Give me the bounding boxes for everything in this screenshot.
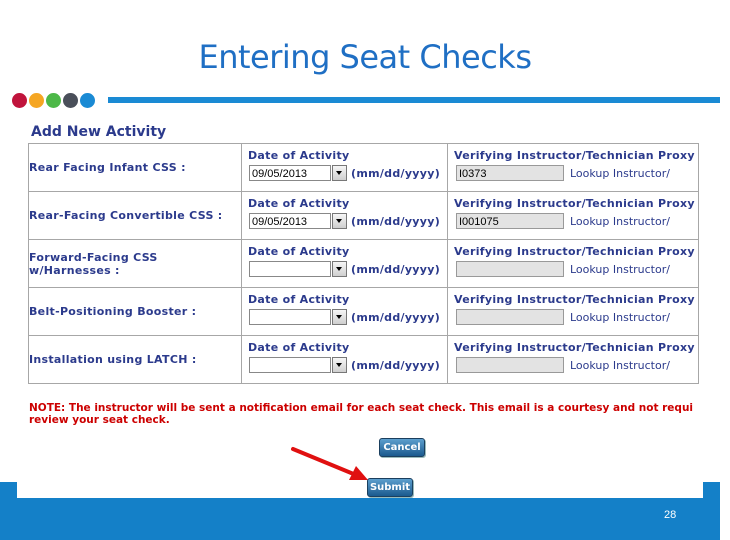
date-format-hint: (mm/dd/yyyy) <box>351 215 441 228</box>
date-format-hint: (mm/dd/yyyy) <box>351 311 441 324</box>
row-label: Rear Facing Infant CSS : <box>29 144 242 192</box>
verify-header: Verifying Instructor/Technician Proxy <box>454 245 695 258</box>
date-input[interactable]: 09/05/2013 <box>249 165 331 181</box>
lookup-instructor-link[interactable]: Lookup Instructor/ <box>570 167 670 180</box>
date-input[interactable]: 09/05/2013 <box>249 213 331 229</box>
submit-button[interactable]: Submit <box>367 478 413 497</box>
row-label: Rear-Facing Convertible CSS : <box>29 192 242 240</box>
verify-header: Verifying Instructor/Technician Proxy <box>454 149 695 162</box>
form-heading: Add New Activity <box>31 124 167 140</box>
row-label: Belt-Positioning Booster : <box>29 288 242 336</box>
date-format-hint: (mm/dd/yyyy) <box>351 167 441 180</box>
date-format-hint: (mm/dd/yyyy) <box>351 359 441 372</box>
lookup-instructor-link[interactable]: Lookup Instructor/ <box>570 215 670 228</box>
verify-header: Verifying Instructor/Technician Proxy <box>454 197 695 210</box>
date-header: Date of Activity <box>248 293 350 306</box>
note-line-1: NOTE: The instructor will be sent a notification email for each seat check. This email is a courtesy and not requi <box>29 402 694 414</box>
date-header: Date of Activity <box>248 341 350 354</box>
verify-header: Verifying Instructor/Technician Proxy <box>454 293 695 306</box>
date-header: Date of Activity <box>248 245 350 258</box>
row-label: Forward-Facing CSS w/Harnesses : <box>29 240 242 288</box>
lookup-instructor-link[interactable]: Lookup Instructor/ <box>570 359 670 372</box>
lookup-instructor-link[interactable]: Lookup Instructor/ <box>570 311 670 324</box>
proxy-input[interactable]: I001075 <box>456 213 564 229</box>
date-header: Date of Activity <box>248 197 350 210</box>
lookup-instructor-link[interactable]: Lookup Instructor/ <box>570 263 670 276</box>
date-header: Date of Activity <box>248 149 350 162</box>
slide-title: Entering Seat Checks <box>198 38 532 76</box>
page-number: 28 <box>664 509 677 521</box>
date-format-hint: (mm/dd/yyyy) <box>351 263 441 276</box>
cancel-button[interactable]: Cancel <box>379 438 425 457</box>
note-line-2: review your seat check. <box>29 414 170 426</box>
row-label: Installation using LATCH : <box>29 336 242 384</box>
verify-header: Verifying Instructor/Technician Proxy <box>454 341 695 354</box>
proxy-input[interactable]: I0373 <box>456 165 564 181</box>
